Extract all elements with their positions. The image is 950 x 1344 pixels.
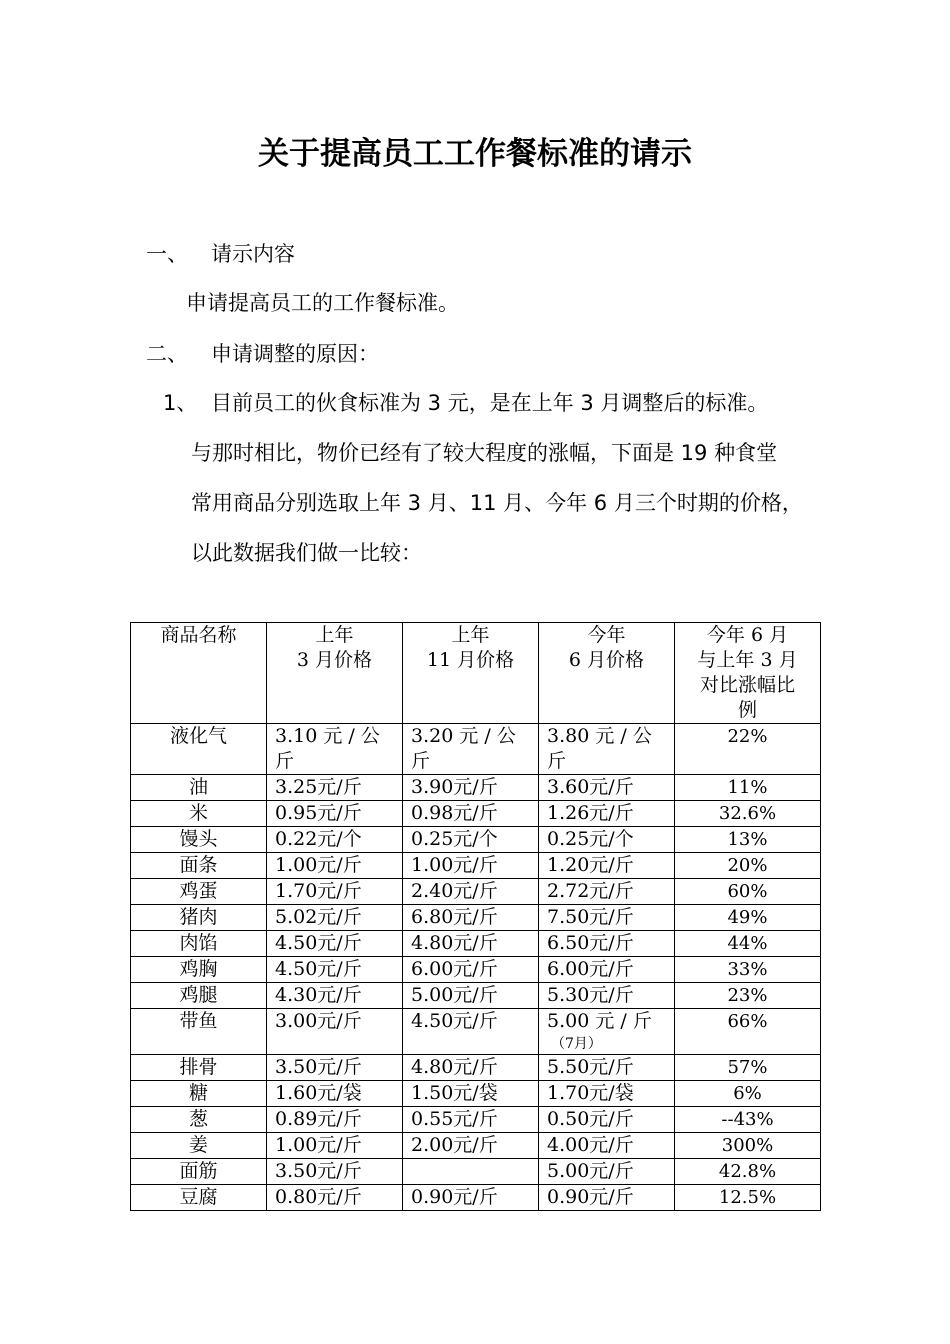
price-this-june-cell: [539, 983, 675, 1009]
cell-text: 11%: [727, 777, 768, 798]
product-name-cell: [131, 1081, 267, 1107]
header-text: 对比涨幅比: [699, 674, 795, 696]
cell-text: 3.00元/斤: [275, 1010, 362, 1032]
cell-text: 1.60元/袋: [275, 1082, 362, 1104]
cell-text: 23%: [727, 985, 768, 1006]
header-product-name: [131, 623, 267, 724]
section-1-body: 申请提高员工的工作餐标准。: [186, 291, 459, 315]
cell-text: 32.6%: [718, 803, 777, 824]
cell-text: 面筋: [179, 1160, 218, 1182]
cell-text: 0.90元/斤: [411, 1186, 498, 1208]
table-header-row: [131, 623, 821, 724]
cell-text: 3.20 元 / 公斤: [411, 725, 516, 772]
increase-ratio-cell: [675, 1081, 821, 1107]
cell-text: 葱: [188, 1108, 208, 1130]
product-name-cell: [131, 957, 267, 983]
cell-text: 1.70元/袋: [547, 1082, 634, 1104]
cell-text: 0.25元/个: [411, 828, 498, 850]
header-text: 商品名称: [160, 624, 237, 646]
section-1-number: 一、: [146, 242, 188, 266]
increase-ratio-cell: [675, 853, 821, 879]
header-text: 例: [737, 699, 757, 721]
price-last-november-cell: [403, 931, 539, 957]
cell-text: 面条: [179, 854, 218, 876]
table-row: [131, 853, 821, 879]
price-last-november-cell: [403, 905, 539, 931]
header-text: 上年: [451, 624, 490, 646]
price-this-june-cell: [539, 827, 675, 853]
cell-text: 5.02元/斤: [275, 906, 362, 928]
price-last-march-cell: [267, 1009, 403, 1055]
product-name-cell: [131, 1185, 267, 1211]
price-last-november-cell: [403, 853, 539, 879]
price-last-november-cell: [403, 879, 539, 905]
price-last-march-cell: [267, 853, 403, 879]
price-this-june-cell: [539, 775, 675, 801]
cell-text: 排骨: [179, 1056, 218, 1078]
product-name-cell: [131, 1009, 267, 1055]
price-last-november-cell: [403, 1009, 539, 1055]
price-last-march-cell: [267, 1159, 403, 1185]
cell-text: 2.40元/斤: [411, 880, 498, 902]
price-this-june-cell: [539, 1159, 675, 1185]
cell-text: 0.95元/斤: [275, 802, 362, 824]
product-name-cell: [131, 724, 267, 775]
cell-text: 13%: [727, 829, 768, 850]
price-last-march-cell: [267, 931, 403, 957]
price-this-june-cell: [539, 801, 675, 827]
increase-ratio-cell: [675, 1133, 821, 1159]
cell-text: 3.10 元 / 公斤: [275, 725, 380, 772]
product-name-cell: [131, 801, 267, 827]
price-last-november-cell: [403, 1159, 539, 1185]
increase-ratio-cell: [675, 1009, 821, 1055]
item-1-line-2: 与那时相比，物价已经有了较大程度的涨幅，下面是 19 种食堂: [191, 441, 778, 465]
cell-text: 0.98元/斤: [411, 802, 498, 824]
item-1-line-3: 常用商品分别选取上年 3 月、11 月、今年 6 月三个时期的价格，: [191, 491, 803, 515]
cell-text: 0.50元/斤: [547, 1108, 634, 1130]
cell-text: 3.25元/斤: [275, 776, 362, 798]
cell-text: 0.55元/斤: [411, 1108, 498, 1130]
price-last-november-cell: [403, 775, 539, 801]
cell-note: （7月）: [551, 1036, 602, 1052]
cell-text: 肉馅: [179, 932, 218, 954]
cell-text: 44%: [727, 933, 768, 954]
cell-text: 1.20元/斤: [547, 854, 634, 876]
increase-ratio-cell: [675, 1107, 821, 1133]
cell-text: 0.22元/个: [275, 828, 362, 850]
item-1-line-4: 以此数据我们做一比较：: [191, 541, 422, 565]
section-1-heading: 请示内容: [211, 242, 295, 266]
table-row: [131, 1159, 821, 1185]
header-text: 上年: [315, 624, 354, 646]
price-this-june-cell: [539, 879, 675, 905]
table-row: [131, 1055, 821, 1081]
price-this-june-cell: [539, 1009, 675, 1055]
cell-text: 66%: [727, 1011, 768, 1032]
cell-text: 4.80元/斤: [411, 1056, 498, 1078]
product-name-cell: [131, 1107, 267, 1133]
cell-text: 姜: [188, 1134, 208, 1156]
cell-text: 鸡胸: [179, 958, 218, 980]
cell-text: 4.00元/斤: [547, 1134, 634, 1156]
item-1-number: 1、: [163, 391, 198, 415]
cell-text: 60%: [727, 881, 768, 902]
cell-text: 4.50元/斤: [275, 958, 362, 980]
price-this-june-cell: [539, 905, 675, 931]
increase-ratio-cell: [675, 879, 821, 905]
increase-ratio-cell: [675, 724, 821, 775]
price-last-november-cell: [403, 1185, 539, 1211]
cell-text: 带鱼: [179, 1010, 218, 1032]
cell-text: 49%: [727, 907, 768, 928]
product-name-cell: [131, 1055, 267, 1081]
cell-text: 3.80 元 / 公斤: [547, 725, 652, 772]
price-last-november-cell: [403, 724, 539, 775]
price-last-march-cell: [267, 983, 403, 1009]
product-name-cell: [131, 853, 267, 879]
header-last-year-march: [267, 623, 403, 724]
cell-text: 油: [188, 776, 208, 798]
section-2-heading: 申请调整的原因：: [211, 342, 379, 366]
price-last-november-cell: [403, 983, 539, 1009]
cell-text: 1.00元/斤: [275, 1134, 362, 1156]
price-this-june-cell: [539, 1081, 675, 1107]
product-name-cell: [131, 827, 267, 853]
header-increase-ratio: [675, 623, 821, 724]
increase-ratio-cell: [675, 775, 821, 801]
cell-text: 4.50元/斤: [411, 1010, 498, 1032]
header-this-year-june: [539, 623, 675, 724]
cell-text: 300%: [721, 1135, 774, 1156]
price-last-november-cell: [403, 801, 539, 827]
table-row: [131, 931, 821, 957]
cell-text: 1.00元/斤: [275, 854, 362, 876]
cell-text: 12.5%: [718, 1187, 777, 1208]
cell-text: 4.30元/斤: [275, 984, 362, 1006]
price-this-june-cell: [539, 1107, 675, 1133]
table-row: [131, 827, 821, 853]
cell-text: 1.26元/斤: [547, 802, 634, 824]
product-name-cell: [131, 775, 267, 801]
header-last-year-november: [403, 623, 539, 724]
cell-text: 液化气: [169, 725, 227, 747]
cell-text: 糖: [188, 1082, 208, 1104]
table-row: [131, 957, 821, 983]
increase-ratio-cell: [675, 905, 821, 931]
header-text: 6 月价格: [568, 649, 645, 671]
header-text: 3 月价格: [296, 649, 373, 671]
cell-text: 5.30元/斤: [547, 984, 634, 1006]
cell-text: 1.50元/袋: [411, 1082, 498, 1104]
increase-ratio-cell: [675, 1055, 821, 1081]
cell-text: 3.50元/斤: [275, 1160, 362, 1182]
price-last-march-cell: [267, 905, 403, 931]
price-last-march-cell: [267, 801, 403, 827]
cell-text: 鸡腿: [179, 984, 218, 1006]
increase-ratio-cell: [675, 801, 821, 827]
cell-text: 0.80元/斤: [275, 1186, 362, 1208]
document-title: 关于提高员工工作餐标准的请示: [258, 136, 692, 172]
price-comparison-table: [130, 622, 821, 1211]
price-this-june-cell: [539, 1133, 675, 1159]
price-last-november-cell: [403, 1107, 539, 1133]
cell-text: 5.50元/斤: [547, 1056, 634, 1078]
product-name-cell: [131, 983, 267, 1009]
product-name-cell: [131, 1159, 267, 1185]
cell-text: 0.90元/斤: [547, 1186, 634, 1208]
header-text: 今年: [587, 624, 626, 646]
increase-ratio-cell: [675, 957, 821, 983]
cell-text: 3.60元/斤: [547, 776, 634, 798]
cell-text: 7.50元/斤: [547, 906, 634, 928]
table-row: [131, 775, 821, 801]
section-2-number: 二、: [146, 342, 188, 366]
cell-text: 42.8%: [718, 1161, 777, 1182]
product-name-cell: [131, 879, 267, 905]
price-last-march-cell: [267, 957, 403, 983]
item-1-line-1: 目前员工的伙食标准为 3 元，是在上年 3 月调整后的标准。: [211, 391, 769, 415]
cell-text: 5.00 元 / 斤: [547, 1010, 652, 1032]
increase-ratio-cell: [675, 827, 821, 853]
cell-text: 6.50元/斤: [547, 932, 634, 954]
product-name-cell: [131, 905, 267, 931]
price-last-march-cell: [267, 1185, 403, 1211]
cell-text: 5.00元/斤: [547, 1160, 634, 1182]
table-row: [131, 905, 821, 931]
header-text: 今年 6 月: [706, 624, 789, 646]
cell-text: 0.25元/个: [547, 828, 634, 850]
price-last-march-cell: [267, 879, 403, 905]
table-row: [131, 1107, 821, 1133]
table-row: [131, 983, 821, 1009]
cell-text: 米: [188, 802, 208, 824]
cell-text: 2.00元/斤: [411, 1134, 498, 1156]
table-row: [131, 879, 821, 905]
cell-text: 1.70元/斤: [275, 880, 362, 902]
price-this-june-cell: [539, 853, 675, 879]
cell-text: 22%: [727, 726, 768, 747]
table-row: [131, 1009, 821, 1055]
cell-text: 豆腐: [179, 1186, 218, 1208]
cell-text: 3.50元/斤: [275, 1056, 362, 1078]
cell-text: 馒头: [179, 828, 218, 850]
cell-text: 33%: [727, 959, 768, 980]
price-last-march-cell: [267, 1081, 403, 1107]
price-last-march-cell: [267, 724, 403, 775]
price-last-march-cell: [267, 1055, 403, 1081]
header-text: 与上年 3 月: [697, 649, 798, 671]
cell-text: 6.00元/斤: [411, 958, 498, 980]
cell-text: 6.80元/斤: [411, 906, 498, 928]
increase-ratio-cell: [675, 983, 821, 1009]
product-name-cell: [131, 1133, 267, 1159]
cell-text: 4.50元/斤: [275, 932, 362, 954]
cell-text: --43%: [721, 1109, 774, 1130]
table-row: [131, 1133, 821, 1159]
price-last-november-cell: [403, 1133, 539, 1159]
table-row: [131, 801, 821, 827]
price-last-march-cell: [267, 1107, 403, 1133]
increase-ratio-cell: [675, 1185, 821, 1211]
header-text: 11 月价格: [426, 649, 515, 671]
product-name-cell: [131, 931, 267, 957]
price-last-march-cell: [267, 1133, 403, 1159]
cell-text: 1.00元/斤: [411, 854, 498, 876]
price-this-june-cell: [539, 957, 675, 983]
cell-text: 鸡蛋: [179, 880, 218, 902]
price-last-november-cell: [403, 957, 539, 983]
table-row: [131, 1081, 821, 1107]
price-this-june-cell: [539, 724, 675, 775]
price-this-june-cell: [539, 931, 675, 957]
price-last-november-cell: [403, 1081, 539, 1107]
cell-text: 4.80元/斤: [411, 932, 498, 954]
cell-text: 5.00元/斤: [411, 984, 498, 1006]
cell-text: 0.89元/斤: [275, 1108, 362, 1130]
cell-text: 3.90元/斤: [411, 776, 498, 798]
price-this-june-cell: [539, 1185, 675, 1211]
price-last-march-cell: [267, 775, 403, 801]
cell-text: 6.00元/斤: [547, 958, 634, 980]
price-last-november-cell: [403, 1055, 539, 1081]
price-this-june-cell: [539, 1055, 675, 1081]
cell-text: 20%: [727, 855, 768, 876]
cell-text: 猪肉: [179, 906, 218, 928]
table-row: [131, 1185, 821, 1211]
price-last-march-cell: [267, 827, 403, 853]
cell-text: 6%: [733, 1083, 762, 1104]
table-row: [131, 724, 821, 775]
price-last-november-cell: [403, 827, 539, 853]
cell-text: 57%: [727, 1057, 768, 1078]
cell-text: 2.72元/斤: [547, 880, 634, 902]
increase-ratio-cell: [675, 1159, 821, 1185]
increase-ratio-cell: [675, 931, 821, 957]
